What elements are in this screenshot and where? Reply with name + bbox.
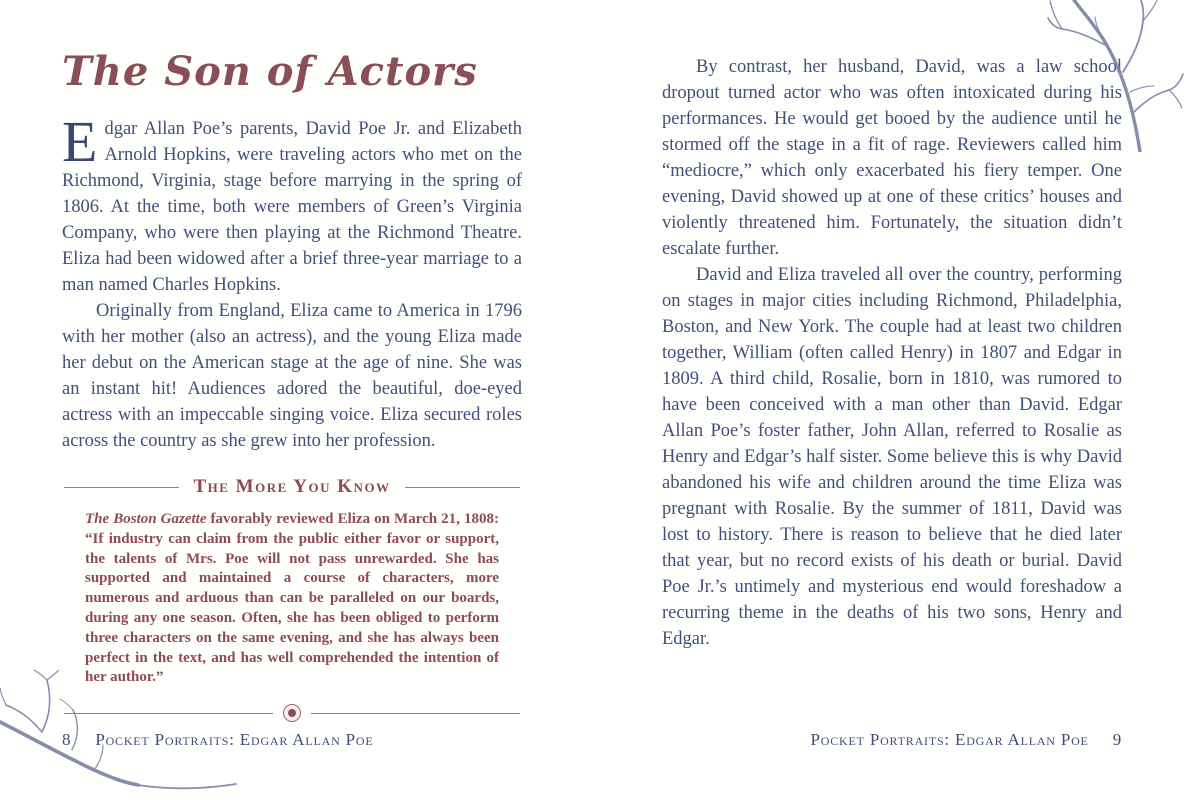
paragraph-1-text: dgar Allan Poe’s parents, David Poe Jr. and Elizabeth Arnold Hopkins, were traveling actors who met on the Richmond, Virginia, stage before marrying in the spring of 1806. At the time, both were members of Green’s Virginia Company, who were then playing at the Richmond Theatre. Eliza had been widowed after a brief three-year marriage to a man named Charles Hopkins.: [62, 119, 522, 295]
medallion-dot: [288, 709, 296, 717]
paragraph-2: Originally from England, Eliza came to America in 1796 with her mother (also an actress), and the young Eliza made her debut on the American stage at the age of nine. She was an instant hit! Audiences adored the beautiful, doe-eyed actress with an impeccable singing voice. Eliza secured roles across the country as she grew into her profession.: [62, 301, 522, 451]
sidebar-body-text: favorably reviewed Eliza on March 21, 1808: “If industry can claim from the public either favor or support, the talents of Mrs. Poe will not pass unrewarded. She has supported and maintained a course of characters, more numerous and arduous than can be paralleled on our boards, during any one season. Often, she has been obliged to perform three characters on the same evening, and she has always been perfect in the text, and has well comprehended the intention of her author.”: [85, 511, 499, 686]
chapter-title: The Son of Actors: [62, 48, 478, 95]
heading-rule-left: [64, 487, 179, 488]
more-you-know-sidebar: [62, 476, 522, 722]
left-page-body: [62, 109, 522, 454]
divider-rule-right: [311, 713, 520, 714]
left-page: [62, 0, 522, 800]
left-page-footer: [62, 730, 522, 750]
sidebar-lead-italic: The Boston Gazette: [85, 511, 207, 527]
right-page: [662, 0, 1122, 800]
drop-cap: E: [62, 109, 98, 174]
page-number: 9: [1112, 730, 1122, 749]
sidebar-heading-row: [64, 476, 520, 498]
paragraph-1: [62, 109, 522, 298]
right-page-footer: [662, 730, 1122, 750]
section-divider: [64, 704, 520, 722]
divider-rule-left: [64, 713, 273, 714]
page-number: 8: [62, 730, 72, 749]
paragraph-4: David and Eliza traveled all over the country, performing on stages in major cities including Richmond, Philadelphia, Boston, and New York. The couple had at least two children together, William (often called Henry) in 1807 and Edgar in 1809. A third child, Rosalie, born in 1810, was rumored to have been conceived with a man other than David. Edgar Allan Poe’s foster father, John Allan, referred to Rosalie as Henry and Edgar’s half sister. Some believe this is why David abandoned his wife and children around the time Eliza was pregnant with Rosalie. By the summer of 1811, David was lost to history. There is reason to believe that he died later that year, but no record exists of his death or burial. David Poe Jr.’s untimely and mysterious end would foreshadow a recurring theme in the deaths of his two sons, Henry and Edgar.: [662, 265, 1122, 649]
running-title: Pocket Portraits: Edgar Allan Poe: [95, 730, 374, 749]
right-page-body: [662, 54, 1122, 652]
medallion-ornament-icon: [283, 704, 301, 722]
sidebar-heading: The More You Know: [193, 476, 391, 497]
sidebar-body: [85, 510, 499, 688]
running-title: Pocket Portraits: Edgar Allan Poe: [810, 730, 1089, 749]
paragraph-3: By contrast, her husband, David, was a law school dropout turned actor who was often intoxicated during his performances. He would get booed by the audience until he stormed off the stage in a fit of rage. Reviewers called him “mediocre,” which only exacerbated his fiery temper. One evening, David showed up at one of these critics’ houses and violently threatened him. Fortunately, the situation didn’t escalate further.: [662, 57, 1122, 259]
heading-rule-right: [405, 487, 520, 488]
